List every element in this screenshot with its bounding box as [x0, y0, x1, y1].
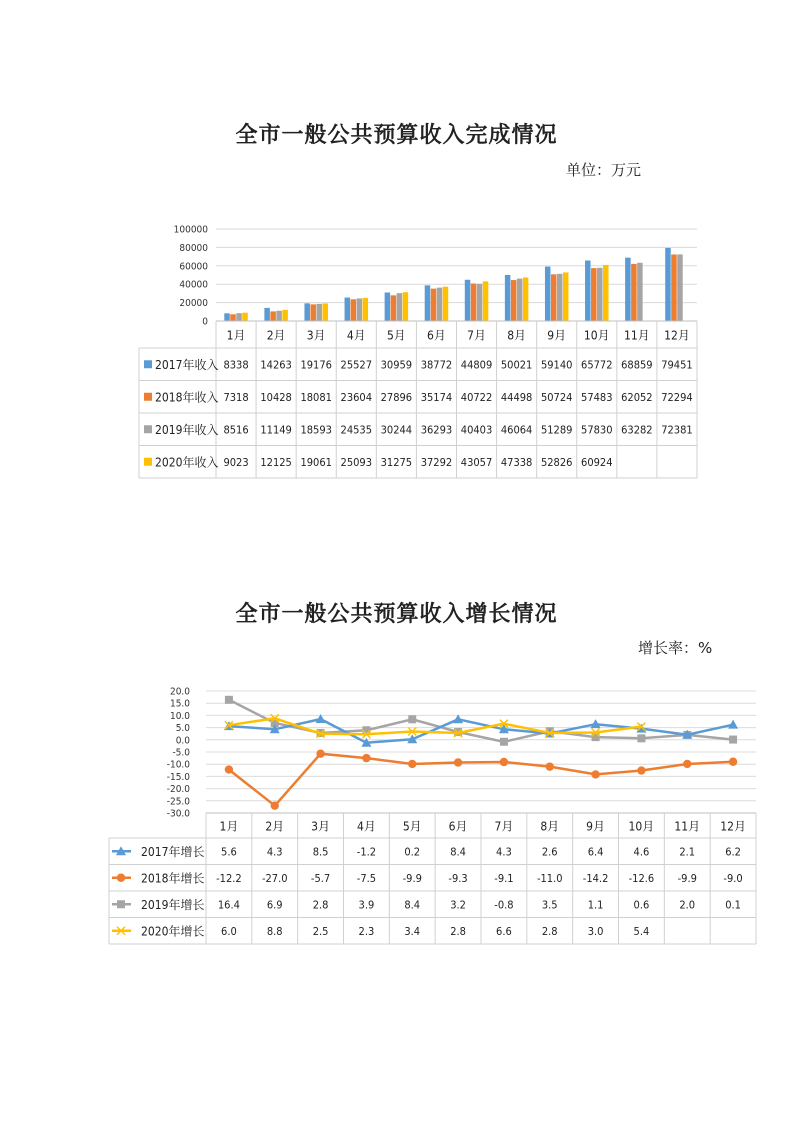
table-cell: 0.6: [633, 898, 650, 912]
chart1-title: 全市一般公共预算收入完成情况: [235, 122, 558, 148]
y-tick-label: 0: [202, 316, 208, 328]
category-label: 8月: [540, 819, 560, 834]
table-cell: 24535: [340, 423, 373, 437]
table-cell: 72294: [661, 390, 693, 404]
y-tick-label: -25.0: [166, 796, 190, 808]
table-cell: 4.6: [633, 845, 650, 859]
table-cell: 65772: [581, 358, 613, 372]
category-label: 1月: [226, 328, 246, 343]
point-2-8: [546, 762, 554, 770]
table-cell: 12125: [260, 455, 292, 469]
table-cell: 10428: [260, 390, 292, 404]
table-cell: 3.0: [587, 924, 604, 938]
table-cell: 18593: [300, 423, 332, 437]
table-cell: 16.4: [217, 898, 240, 912]
point-2-7: [500, 758, 508, 766]
y-tick-label: 0.0: [175, 735, 190, 747]
legend-label: 2019年增长: [141, 897, 205, 912]
table-cell: -9.3: [448, 871, 468, 885]
table-cell: -12.2: [216, 871, 242, 885]
series-line-3: [229, 700, 733, 742]
table-cell: 38772: [420, 358, 453, 372]
table-cell: 8.5: [312, 845, 329, 859]
table-cell: 6.2: [725, 845, 741, 859]
y-tick-label: 10.0: [169, 710, 190, 722]
point-3-5: [408, 715, 416, 723]
table-cell: 8338: [223, 358, 249, 372]
table-cell: -7.5: [356, 871, 377, 885]
category-label: 12月: [664, 328, 690, 343]
table-cell: 2.3: [358, 924, 375, 938]
table-cell: 50724: [540, 390, 573, 404]
point-2-10: [637, 766, 645, 774]
series-line-1: [229, 719, 733, 743]
table-cell: 50021: [500, 358, 533, 372]
table-cell: 2.1: [679, 845, 696, 859]
table-cell: 14263: [260, 358, 292, 372]
table-cell: 57830: [581, 423, 613, 437]
legend-label: 2019年收入: [155, 422, 219, 437]
point-3-1: [225, 696, 233, 704]
category-label: 6月: [448, 819, 468, 834]
table-cell: -27.0: [261, 871, 288, 885]
table-cell: 2.0: [679, 898, 696, 912]
table-cell: 72381: [661, 423, 693, 437]
table-cell: 62052: [621, 390, 653, 404]
point-3-10: [637, 734, 645, 742]
point-2-2: [271, 801, 279, 809]
table-cell: 3.9: [358, 898, 375, 912]
point-3-7: [500, 738, 508, 746]
table-cell: 1.1: [587, 898, 604, 912]
legend-marker-3: [117, 900, 125, 908]
y-tick-label: 20000: [179, 298, 208, 310]
table-cell: 11149: [260, 423, 292, 437]
category-label: 5月: [402, 819, 422, 834]
table-cell: 18081: [300, 390, 332, 404]
table-cell: 19061: [300, 455, 332, 469]
table-cell: 19176: [300, 358, 332, 372]
table-cell: 31275: [380, 455, 413, 469]
category-label: 3月: [306, 328, 326, 343]
category-label: 10月: [583, 328, 610, 343]
category-label: 6月: [427, 328, 446, 343]
table-cell: 3.2: [450, 898, 466, 912]
category-label: 9月: [547, 328, 567, 343]
table-cell: 2.6: [541, 845, 558, 859]
category-label: 5月: [386, 328, 406, 343]
category-label: 11月: [624, 328, 650, 343]
table-cell: 6.9: [266, 898, 283, 912]
table-cell: 25093: [340, 455, 373, 469]
legend-label: 2018年收入: [155, 390, 219, 405]
category-label: 11月: [674, 819, 701, 834]
category-label: 4月: [356, 819, 376, 834]
table-cell: 2.8: [450, 924, 466, 938]
table-cell: 2.5: [312, 924, 329, 938]
category-label: 1月: [219, 819, 239, 834]
table-cell: 40722: [460, 390, 493, 404]
table-cell: -9.9: [677, 871, 697, 885]
y-tick-label: 80000: [179, 242, 208, 254]
y-tick-label: -15.0: [166, 771, 190, 783]
category-label: 7月: [467, 328, 486, 343]
table-cell: -9.9: [402, 871, 422, 885]
point-2-5: [408, 760, 416, 768]
table-cell: 8.8: [266, 924, 283, 938]
table-cell: 27896: [380, 390, 413, 404]
category-label: 7月: [494, 819, 514, 834]
table-cell: 6.0: [221, 924, 237, 938]
table-cell: -9.1: [494, 871, 514, 885]
table-cell: 51289: [540, 423, 573, 437]
table-cell: 5.4: [633, 924, 650, 938]
point-2-12: [729, 758, 737, 766]
table-cell: 44809: [460, 358, 493, 372]
table-cell: 35174: [420, 390, 453, 404]
table-cell: 40403: [460, 423, 493, 437]
category-label: 8月: [507, 328, 527, 343]
point-1-12: [728, 720, 738, 729]
point-2-9: [591, 770, 599, 778]
point-2-4: [362, 754, 370, 762]
legend-label: 2017年收入: [155, 357, 219, 372]
legend-label: 2017年增长: [141, 844, 205, 859]
table-cell: 23604: [340, 390, 373, 404]
y-tick-label: -10.0: [166, 759, 190, 771]
table-cell: 79451: [661, 358, 693, 372]
table-cell: -0.8: [494, 898, 514, 912]
category-label: 12月: [720, 819, 746, 834]
table-cell: 59140: [540, 358, 573, 372]
y-tick-label: 100000: [173, 224, 208, 236]
y-tick-label: -20.0: [166, 784, 190, 796]
point-2-6: [454, 758, 462, 766]
table-cell: 8516: [223, 423, 249, 437]
point-3-12: [729, 736, 737, 744]
y-tick-label: -30.0: [166, 808, 190, 820]
table-cell: 46064: [500, 423, 533, 437]
table-cell: 30244: [380, 423, 413, 437]
table-cell: 5.6: [221, 845, 237, 859]
category-label: 9月: [586, 819, 606, 834]
point-2-1: [225, 765, 233, 773]
legend-label: 2020年增长: [141, 924, 205, 939]
table-cell: 68859: [621, 358, 653, 372]
table-cell: 2.8: [541, 924, 558, 938]
table-cell: 4.3: [266, 845, 283, 859]
point-2-11: [683, 760, 691, 768]
y-tick-label: 15.0: [169, 698, 190, 710]
chart2-unit-label: 增长率：%: [638, 639, 713, 657]
table-cell: 36293: [420, 423, 453, 437]
y-tick-label: 20.0: [169, 686, 190, 698]
category-label: 2月: [265, 819, 285, 834]
table-cell: 30959: [380, 358, 413, 372]
chart1-unit-label: 单位：万元: [566, 161, 642, 179]
table-cell: 9023: [223, 455, 249, 469]
table-cell: 60924: [581, 455, 613, 469]
legend-marker-2: [117, 874, 125, 882]
table-cell: -5.7: [310, 871, 331, 885]
table-cell: 8.4: [450, 845, 466, 859]
table-cell: 6.6: [496, 924, 512, 938]
point-2-3: [316, 750, 324, 758]
table-cell: 0.1: [725, 898, 741, 912]
table-cell: -9.0: [723, 871, 743, 885]
y-tick-label: -5.0: [172, 747, 190, 759]
chart2-title: 全市一般公共预算收入增长情况: [235, 601, 558, 627]
table-cell: 63282: [621, 423, 653, 437]
series-line-2: [229, 754, 733, 806]
legend-label: 2020年收入: [155, 455, 219, 470]
category-label: 3月: [311, 819, 331, 834]
table-cell: 52826: [540, 455, 573, 469]
category-label: 4月: [346, 328, 366, 343]
table-cell: 44498: [500, 390, 533, 404]
table-cell: 7318: [223, 390, 249, 404]
table-cell: 47338: [500, 455, 533, 469]
category-label: 10月: [628, 819, 655, 834]
y-tick-label: 40000: [179, 279, 208, 291]
table-cell: 25527: [340, 358, 373, 372]
table-cell: 8.4: [404, 898, 421, 912]
category-label: 2月: [266, 328, 286, 343]
table-cell: 0.2: [404, 845, 421, 859]
table-cell: 4.3: [496, 845, 512, 859]
y-tick-label: 60000: [179, 261, 208, 273]
legend-label: 2018年增长: [141, 871, 205, 886]
y-tick-label: 5.0: [175, 723, 190, 735]
table-cell: 43057: [460, 455, 493, 469]
table-cell: -1.2: [356, 845, 377, 859]
table-cell: 6.4: [587, 845, 604, 859]
table-cell: -14.2: [582, 871, 609, 885]
table-cell: -12.6: [628, 871, 655, 885]
table-cell: 3.5: [541, 898, 558, 912]
table-cell: 37292: [420, 455, 453, 469]
table-cell: 2.8: [312, 898, 329, 912]
table-cell: 3.4: [404, 924, 421, 938]
table-cell: 57483: [581, 390, 613, 404]
table-cell: -11.0: [536, 871, 563, 885]
